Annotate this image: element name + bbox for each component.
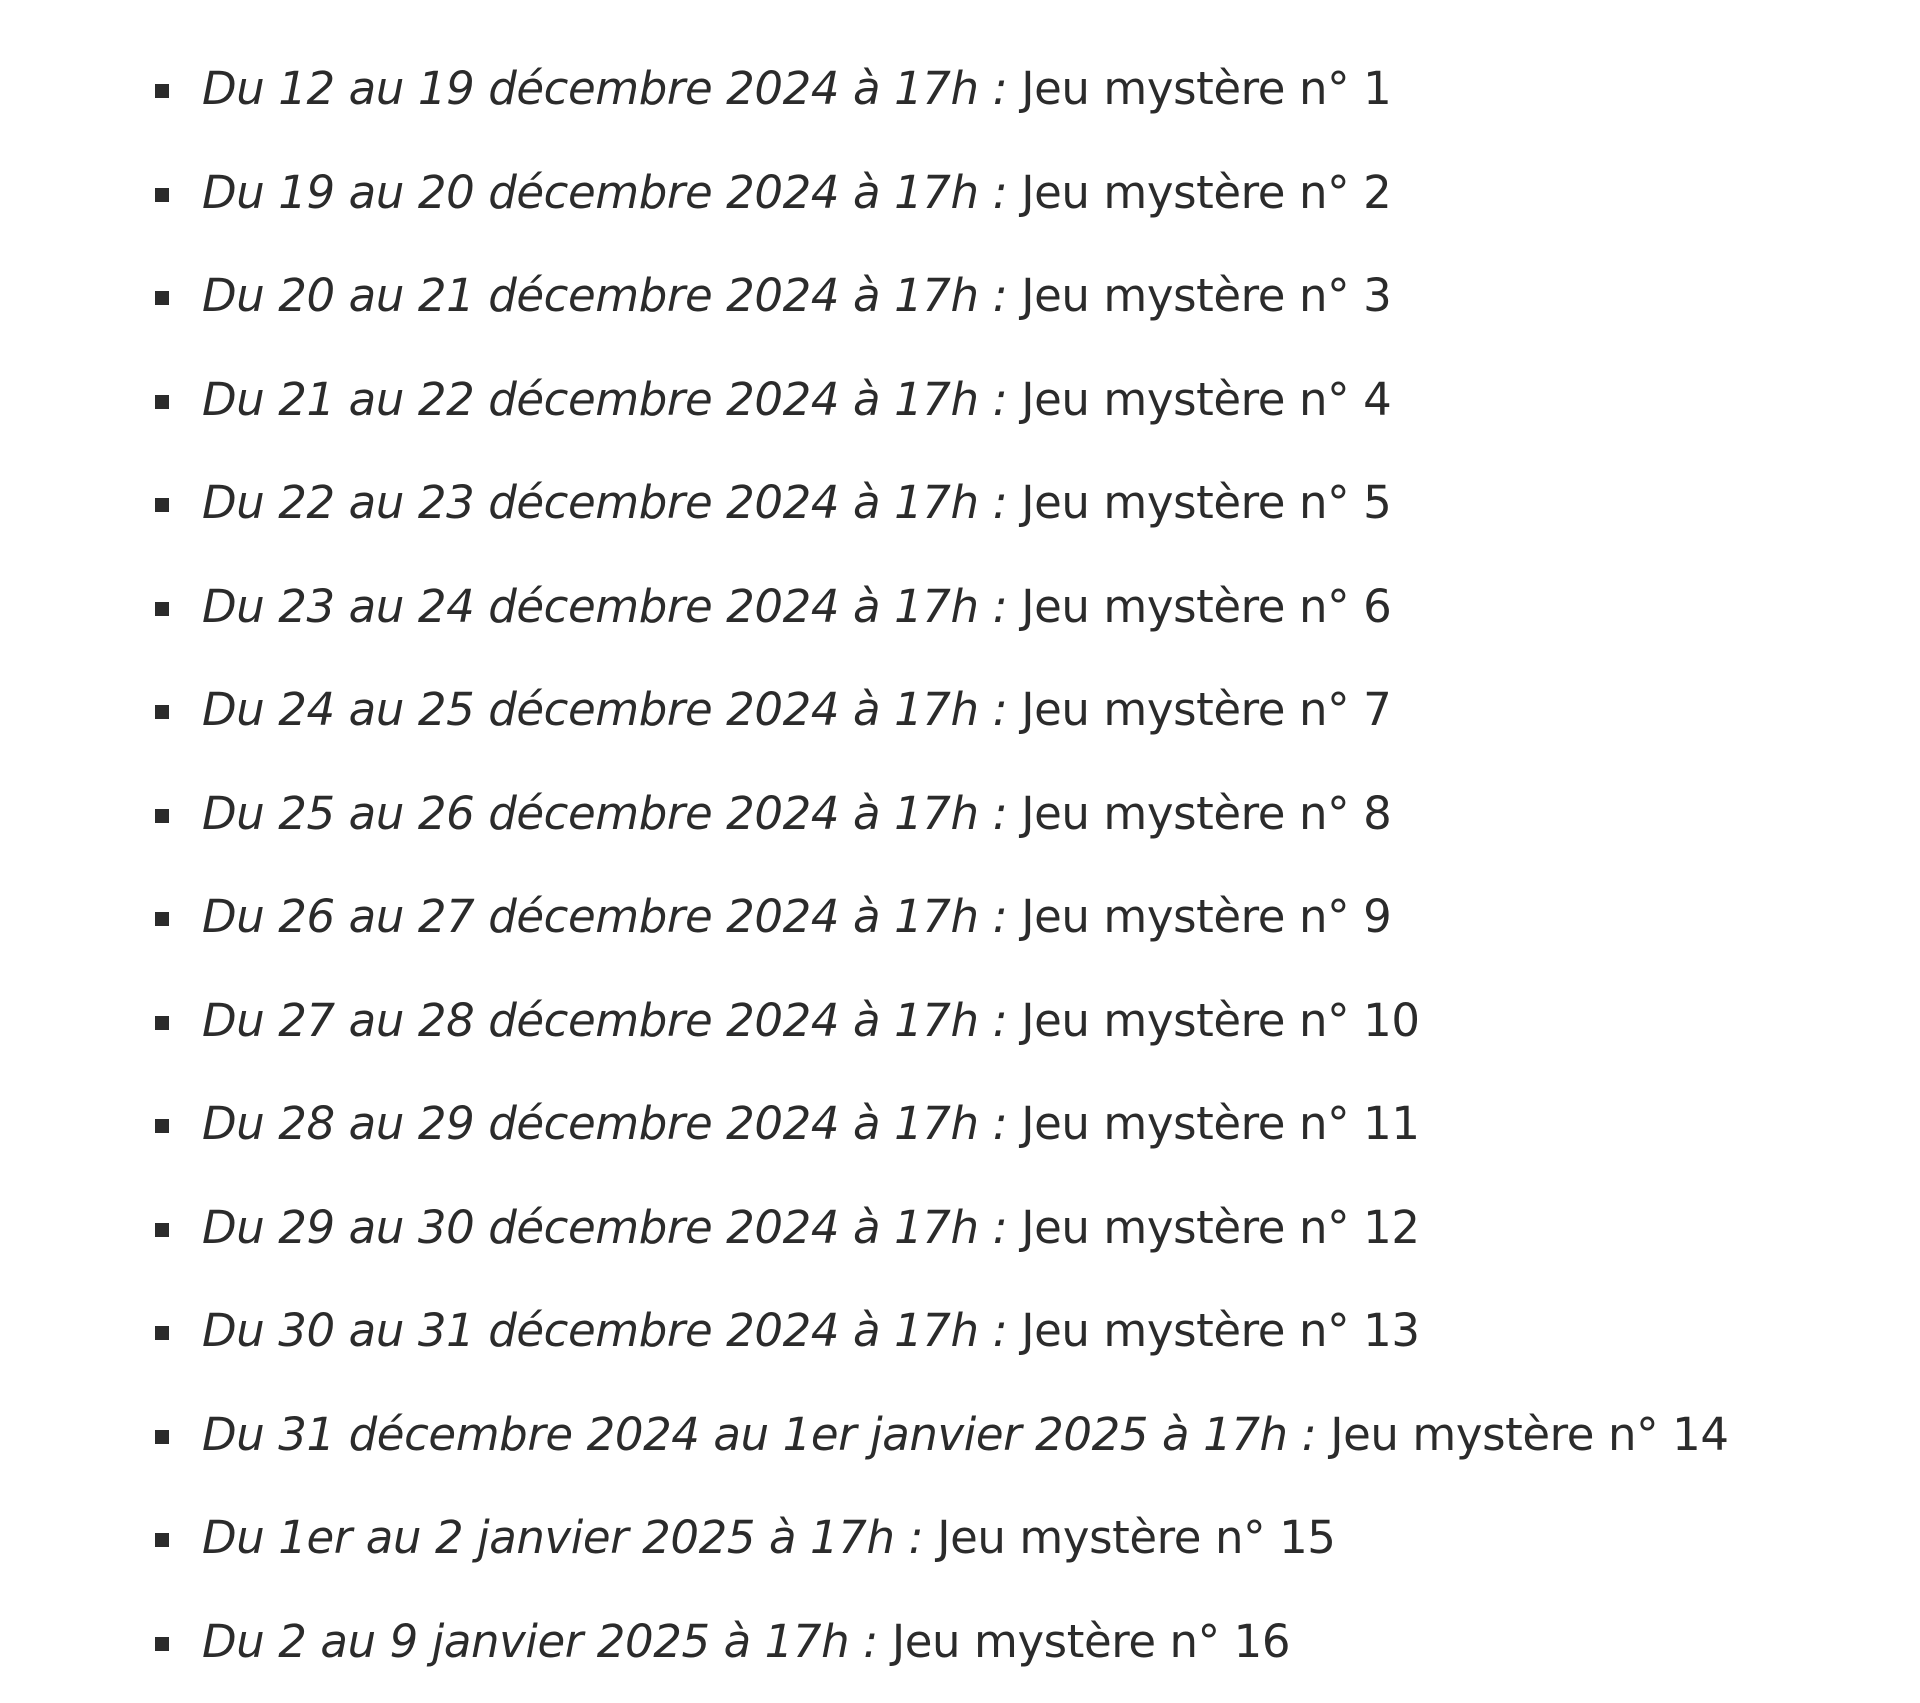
schedule-game: Jeu mystère n° 16: [891, 1614, 1291, 1668]
square-bullet-icon: [155, 1637, 169, 1651]
square-bullet-icon: [155, 84, 169, 98]
list-item: [155, 247, 1729, 351]
list-item: [155, 1282, 1729, 1386]
schedule-game: Jeu mystère n° 10: [1021, 993, 1420, 1047]
square-bullet-icon: [155, 809, 169, 823]
list-item: [155, 1179, 1729, 1283]
schedule-game: Jeu mystère n° 4: [1021, 372, 1392, 426]
square-bullet-icon: [155, 1119, 169, 1133]
schedule-period: Du 12 au 19 décembre 2024 à 17h :: [202, 62, 1022, 115]
mystery-game-schedule: [155, 40, 1729, 1696]
schedule-game: Jeu mystère n° 2: [1021, 165, 1392, 219]
schedule-period: Du 1er au 2 janvier 2025 à 17h :: [202, 1511, 938, 1564]
schedule-period: Du 22 au 23 décembre 2024 à 17h :: [202, 476, 1022, 529]
schedule-period: Du 24 au 25 décembre 2024 à 17h :: [202, 683, 1022, 736]
schedule-game: Jeu mystère n° 8: [1021, 786, 1392, 840]
square-bullet-icon: [155, 498, 169, 512]
schedule-game: Jeu mystère n° 3: [1021, 269, 1392, 322]
square-bullet-icon: [155, 1533, 169, 1547]
square-bullet-icon: [155, 705, 169, 719]
square-bullet-icon: [155, 395, 169, 409]
schedule-period: Du 27 au 28 décembre 2024 à 17h :: [202, 993, 1022, 1047]
list-item: [155, 1075, 1729, 1179]
schedule-period: Du 25 au 26 décembre 2024 à 17h :: [202, 786, 1022, 840]
schedule-game: Jeu mystère n° 9: [1021, 890, 1392, 943]
list-item: [155, 144, 1729, 248]
schedule-period: Du 29 au 30 décembre 2024 à 17h :: [202, 1200, 1022, 1254]
schedule-period: Du 21 au 22 décembre 2024 à 17h :: [202, 372, 1022, 426]
schedule-game: Jeu mystère n° 14: [1330, 1407, 1729, 1461]
schedule-period: Du 20 au 21 décembre 2024 à 17h :: [202, 269, 1022, 322]
square-bullet-icon: [155, 912, 169, 926]
schedule-period: Du 2 au 9 janvier 2025 à 17h :: [202, 1614, 892, 1668]
list-item: [155, 1386, 1729, 1490]
list-item: [155, 972, 1729, 1076]
schedule-period: Du 19 au 20 décembre 2024 à 17h :: [202, 165, 1022, 219]
schedule-period: Du 23 au 24 décembre 2024 à 17h :: [202, 579, 1022, 633]
square-bullet-icon: [155, 602, 169, 616]
schedule-period: Du 30 au 31 décembre 2024 à 17h :: [202, 1304, 1022, 1357]
square-bullet-icon: [155, 1430, 169, 1444]
list-item: [155, 351, 1729, 455]
schedule-period: Du 26 au 27 décembre 2024 à 17h :: [202, 890, 1022, 943]
schedule-game: Jeu mystère n° 6: [1021, 579, 1392, 633]
list-item: [155, 1593, 1729, 1697]
list-item: [155, 765, 1729, 869]
schedule-game: Jeu mystère n° 13: [1021, 1304, 1420, 1357]
schedule-game: Jeu mystère n° 15: [937, 1511, 1336, 1564]
schedule-game: Jeu mystère n° 7: [1021, 683, 1392, 736]
list-item: [155, 1489, 1729, 1593]
list-item: [155, 868, 1729, 972]
schedule-period: Du 28 au 29 décembre 2024 à 17h :: [202, 1097, 1022, 1150]
schedule-game: Jeu mystère n° 11: [1021, 1097, 1420, 1150]
list-item: [155, 558, 1729, 662]
list-item: [155, 454, 1729, 558]
list-item: [155, 40, 1729, 144]
schedule-game: Jeu mystère n° 5: [1021, 476, 1392, 529]
square-bullet-icon: [155, 291, 169, 305]
square-bullet-icon: [155, 1016, 169, 1030]
square-bullet-icon: [155, 188, 169, 202]
square-bullet-icon: [155, 1223, 169, 1237]
schedule-period: Du 31 décembre 2024 au 1er janvier 2025 à 17h :: [202, 1407, 1331, 1461]
schedule-game: Jeu mystère n° 1: [1021, 62, 1392, 115]
schedule-game: Jeu mystère n° 12: [1021, 1200, 1420, 1254]
list-item: [155, 661, 1729, 765]
square-bullet-icon: [155, 1326, 169, 1340]
